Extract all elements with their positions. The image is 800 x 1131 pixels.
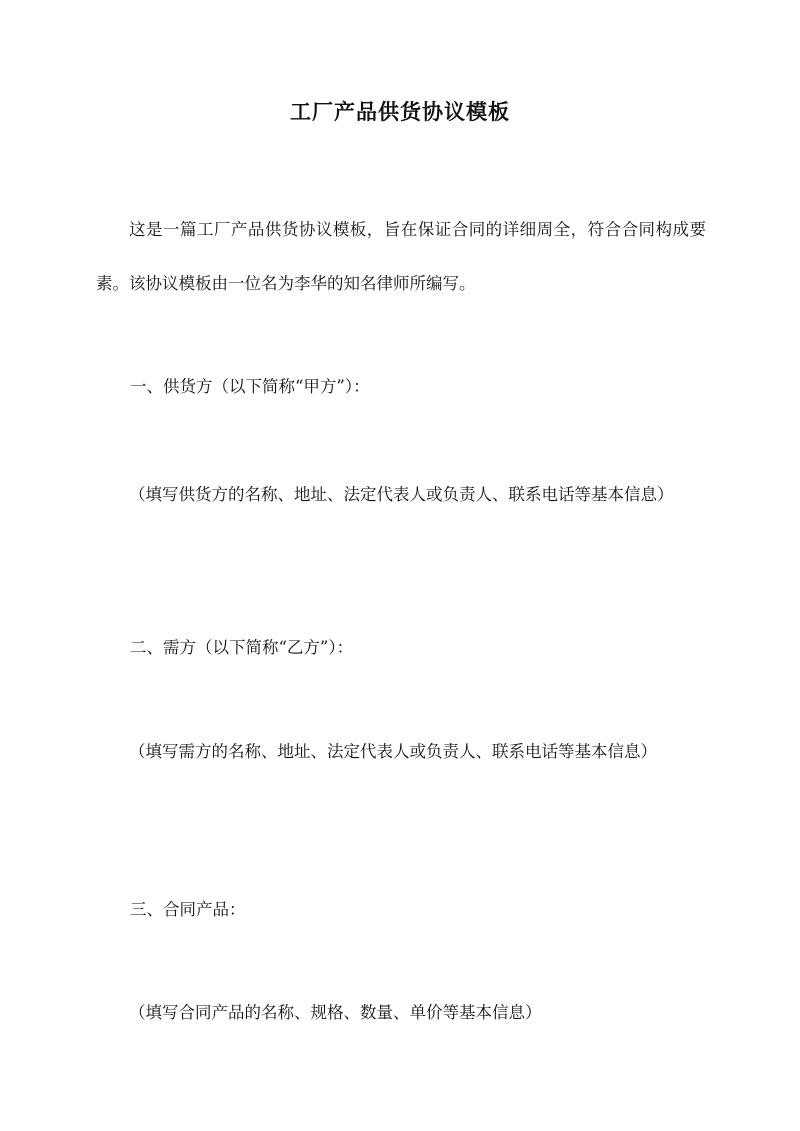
document-title: 工厂产品供货协议模板	[290, 99, 510, 124]
section-heading-buyer: 二、需方（以下简称“乙方”）：	[130, 638, 354, 657]
section-body-buyer: （填写需方的名称、地址、法定代表人或负责人、联系电话等基本信息）	[129, 742, 657, 761]
intro-paragraph: 这是一篇工厂产品供货协议模板，旨在保证合同的详细周全，符合合同构成要素。该协议模板由一位名为李华的知名律师所编写。	[96, 220, 706, 293]
section-heading-supplier: 一、供货方（以下简称“甲方”）：	[130, 377, 370, 396]
section-heading-products: 三、合同产品：	[130, 900, 246, 919]
section-body-supplier: （填写供货方的名称、地址、法定代表人或负责人、联系电话等基本信息）	[129, 485, 674, 504]
section-body-products: （填写合同产品的名称、规格、数量、单价等基本信息）	[129, 1003, 542, 1022]
